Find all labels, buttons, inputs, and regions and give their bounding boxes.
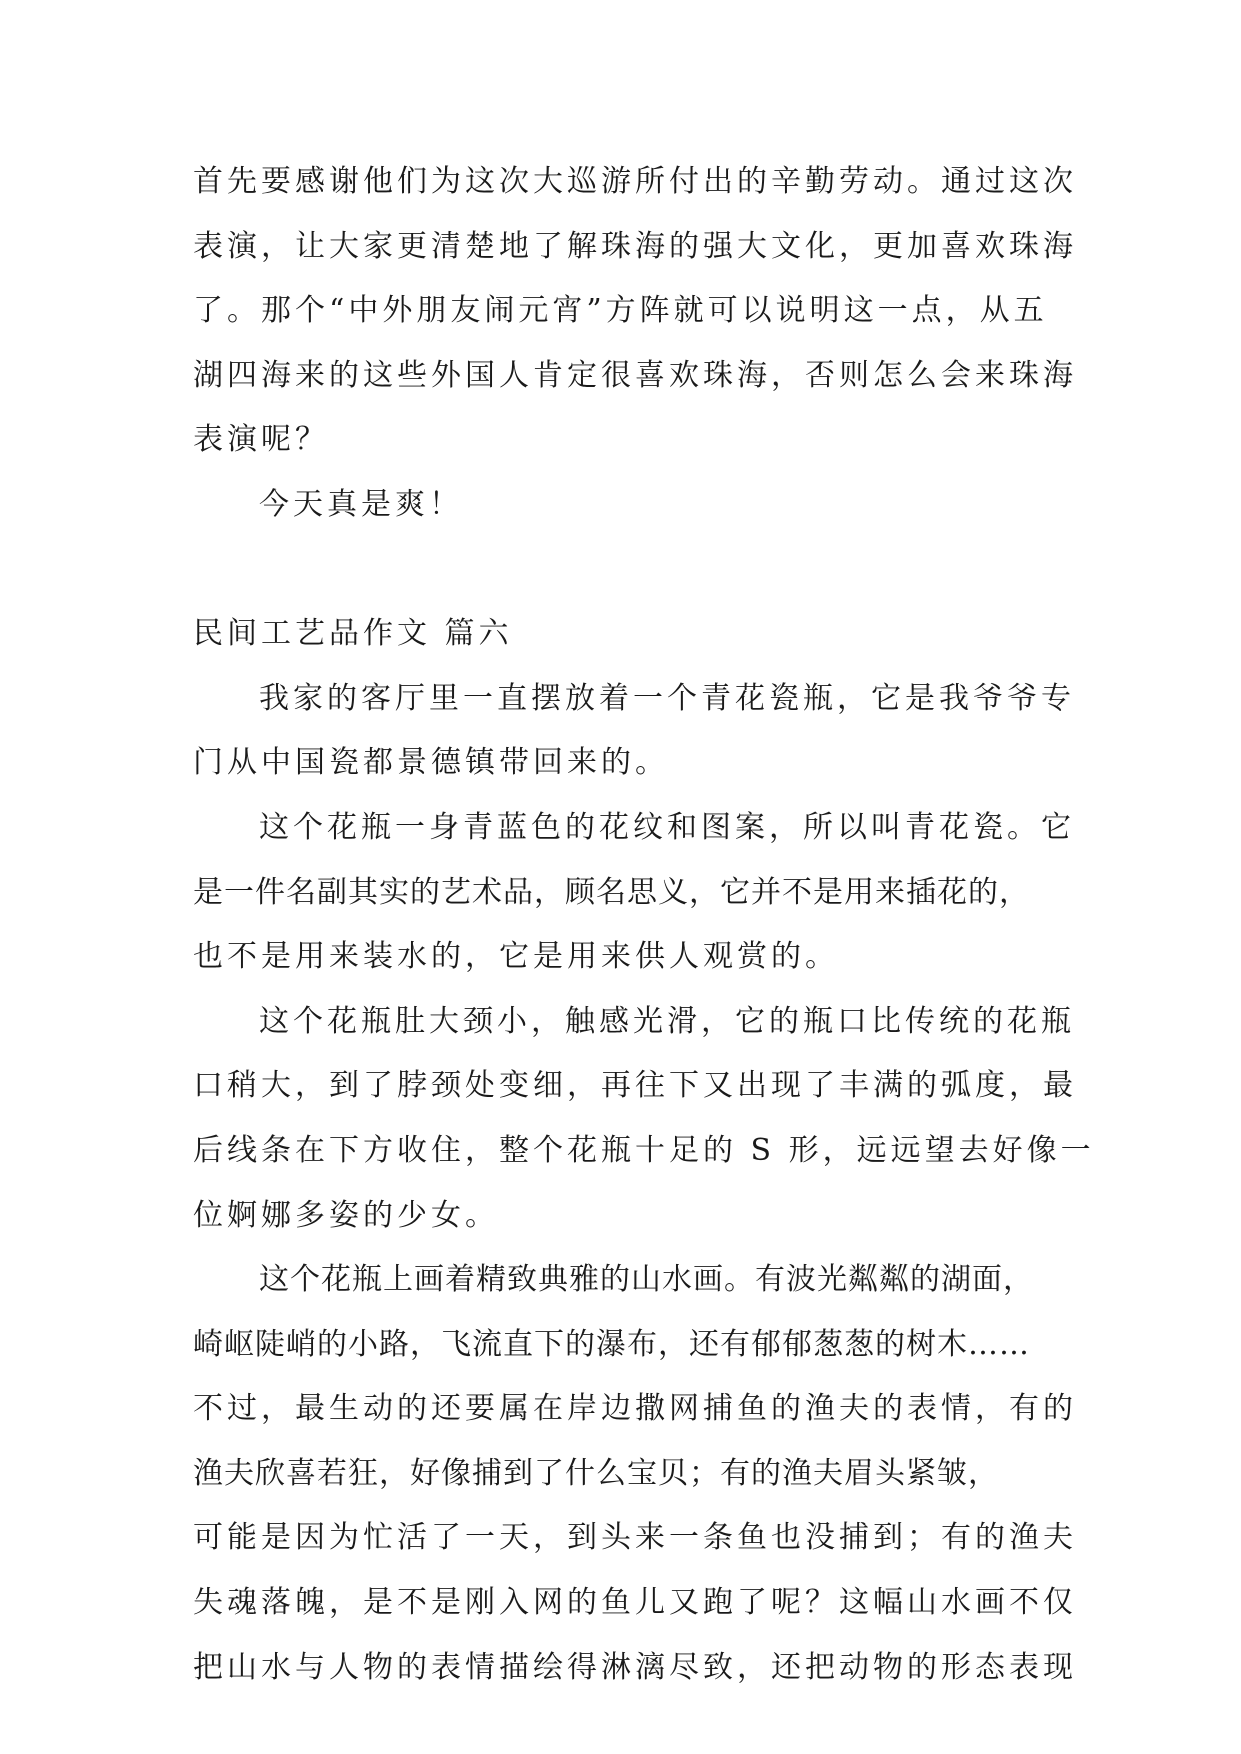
text-line: 渔夫欣喜若狂，好像捕到了什么宝贝；有的渔夫眉头紧皱，	[193, 1455, 999, 1491]
text-line: 今天真是爽！	[259, 486, 463, 522]
text-line: 我家的客厅里一直摆放着一个青花瓷瓶，它是我爷爷专	[259, 680, 1075, 716]
text-line: 位婀娜多姿的少女。	[193, 1197, 499, 1233]
text-line: 是一件名副其实的艺术品，顾名思义，它并不是用来插花的，	[193, 874, 1030, 910]
text-line: 把山水与人物的表情描绘得淋漓尽致，还把动物的形态表现	[193, 1649, 1077, 1685]
text-line: 表演，让大家更清楚地了解珠海的强大文化，更加喜欢珠海	[193, 228, 1077, 264]
text-line: 也不是用来装水的，它是用来供人观赏的。	[193, 939, 839, 975]
text-line: 这个花瓶一身青蓝色的花纹和图案，所以叫青花瓷。它	[259, 809, 1075, 845]
text-line: 门从中国瓷都景德镇带回来的。	[193, 745, 669, 781]
text-line: 可能是因为忙活了一天，到头来一条鱼也没捕到；有的渔夫	[193, 1520, 1077, 1556]
text-line: 崎岖陡峭的小路，飞流直下的瀑布，还有郁郁葱葱的树木……	[193, 1326, 1030, 1362]
text-line: 后线条在下方收住，整个花瓶十足的 S 形，远远望去好像一	[193, 1132, 1095, 1168]
document-body	[193, 150, 1095, 1700]
text-line: 这个花瓶上画着精致典雅的山水画。有波光粼粼的湖面，	[259, 1262, 1034, 1298]
text-line: 表演呢？	[193, 422, 329, 458]
section-heading: 民间工艺品作文 篇六	[193, 616, 513, 652]
text-line: 了。那个“中外朋友闹元宵”方阵就可以说明这一点，从五	[193, 293, 1048, 329]
text-line: 湖四海来的这些外国人肯定很喜欢珠海，否则怎么会来珠海	[193, 357, 1077, 393]
text-line: 这个花瓶肚大颈小，触感光滑，它的瓶口比传统的花瓶	[259, 1003, 1075, 1039]
section-spacer	[193, 538, 1053, 603]
text-line: 首先要感谢他们为这次大巡游所付出的辛勤劳动。通过这次	[193, 164, 1077, 199]
text-line: 失魂落魄，是不是刚入网的鱼儿又跑了呢？这幅山水画不仅	[193, 1585, 1077, 1621]
text-line: 口稍大，到了脖颈处变细，再往下又出现了丰满的弧度，最	[193, 1068, 1077, 1104]
text-line: 不过，最生动的还要属在岸边撒网捕鱼的渔夫的表情，有的	[193, 1391, 1077, 1427]
